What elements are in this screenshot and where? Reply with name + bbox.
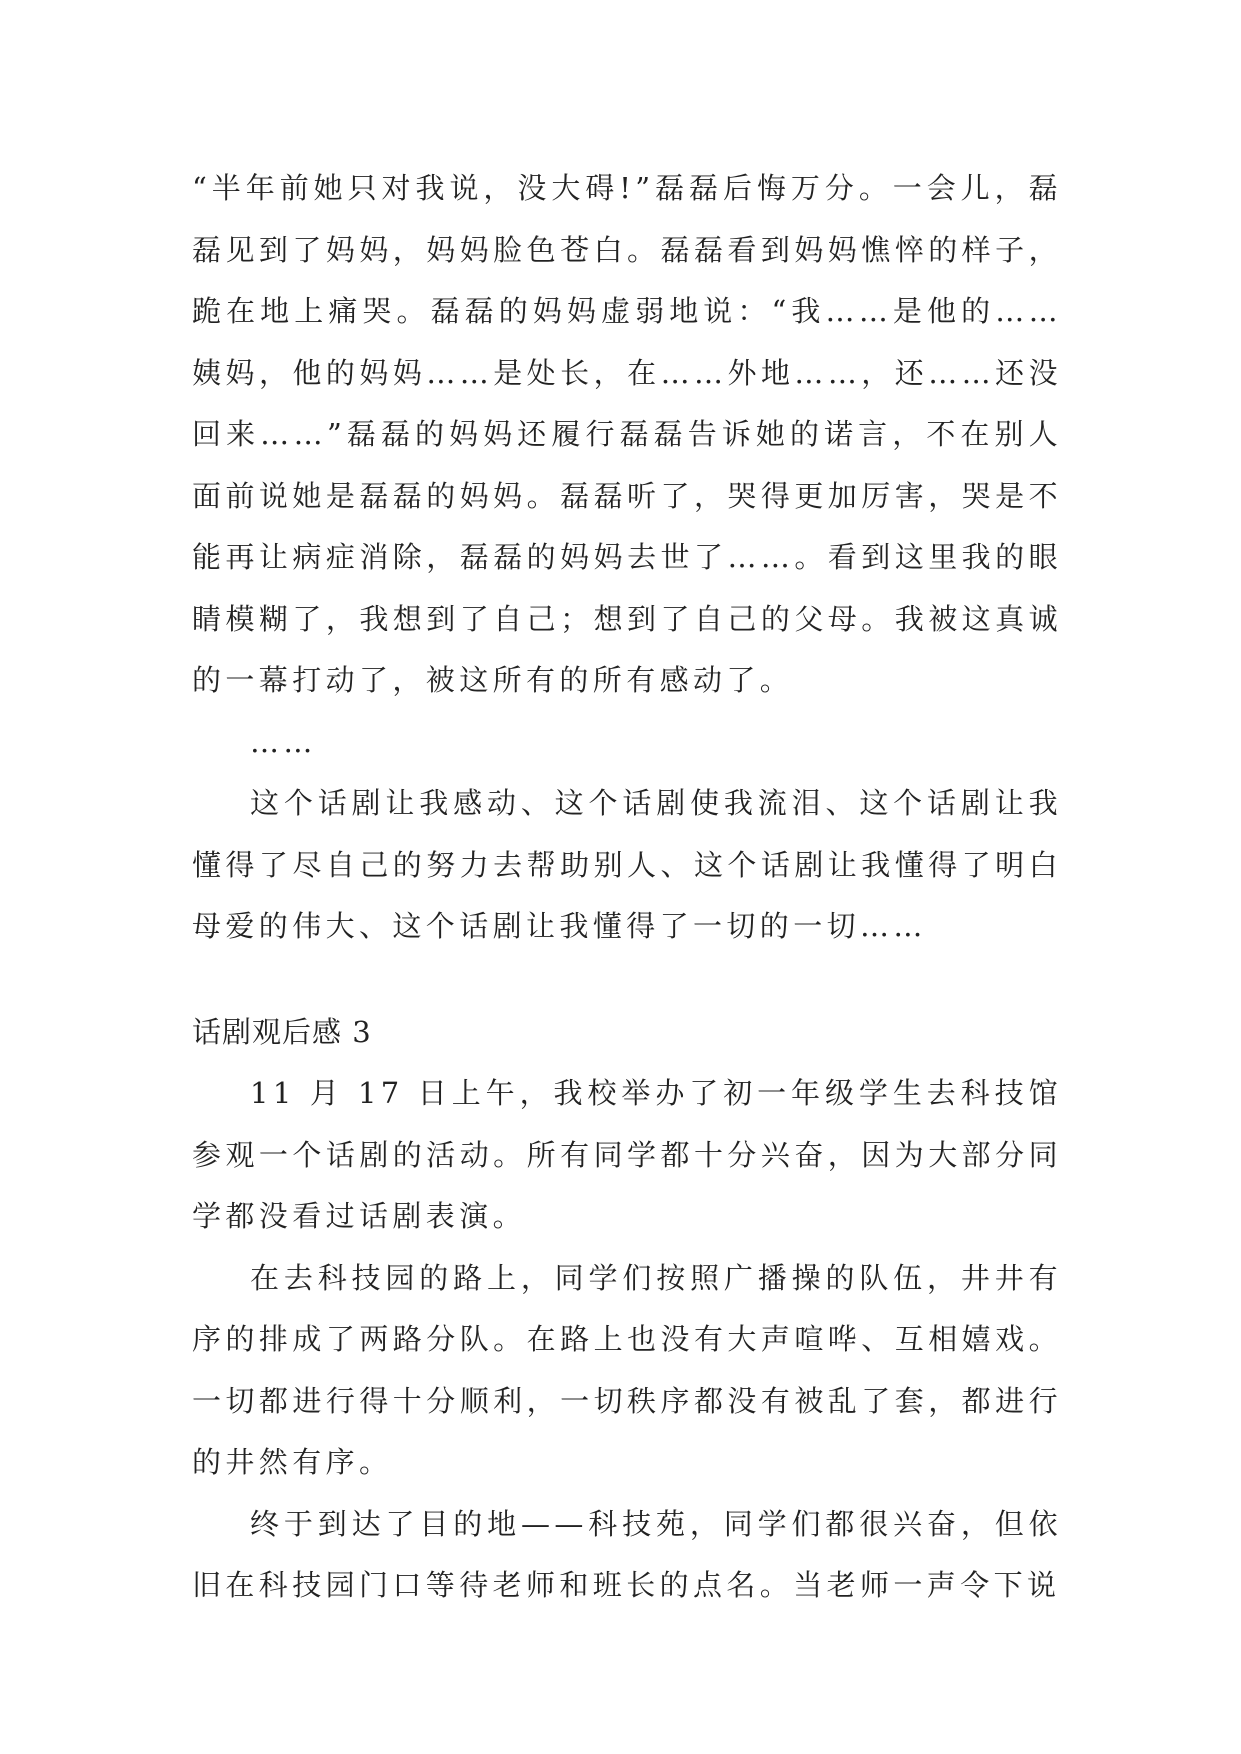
paragraph-intro: 11 月 17 日上午，我校举办了初一年级学生去科技馆参观一个话剧的活动。所有同学都十分兴奋，因为大部分同学都没看过话剧表演。 — [192, 1076, 1062, 1233]
document-body — [192, 158, 1062, 1617]
paragraph-on-the-way: 在去科技园的路上，同学们按照广播操的队伍，井井有序的排成了两路分队。在路上也没有大声喧哗、互相嬉戏。一切都进行得十分顺利，一切秩序都没有被乱了套，都进行的井然有序。 — [192, 1260, 1062, 1479]
paragraph-ellipsis: …… — [250, 724, 317, 759]
paragraph-arrival: 终于到达了目的地——科技苑，同学们都很兴奋，但依旧在科技园门口等待老师和班长的点名。当老师一声令下说 — [192, 1506, 1062, 1602]
paragraph-conclusion: 这个话剧让我感动、这个话剧使我流泪、这个话剧让我懂得了尽自己的努力去帮助别人、这个话剧让我懂得了明白母爱的伟大、这个话剧让我懂得了一切的一切…… — [192, 786, 1062, 943]
paragraph-continuation: “半年前她只对我说，没大碍!”磊磊后悔万分。一会儿，磊磊见到了妈妈，妈妈脸色苍白。磊磊看到妈妈憔悴的样子，跪在地上痛哭。磊磊的妈妈虚弱地说：“我……是他的……姨妈，他的妈妈……是处长，在……外地……，还……还没回来……”磊磊的妈妈还履行磊磊告诉她的诺言，不在别人面前说她是磊磊的妈妈。磊磊听了，哭得更加厉害，哭是不能再让病症消除，磊磊的妈妈去世了……。看到这里我的眼睛模糊了，我想到了自己；想到了自己的父母。我被这真诚的一幕打动了，被这所有的所有感动了。 — [192, 171, 1062, 697]
section-title: 话剧观后感 3 — [192, 1014, 372, 1049]
